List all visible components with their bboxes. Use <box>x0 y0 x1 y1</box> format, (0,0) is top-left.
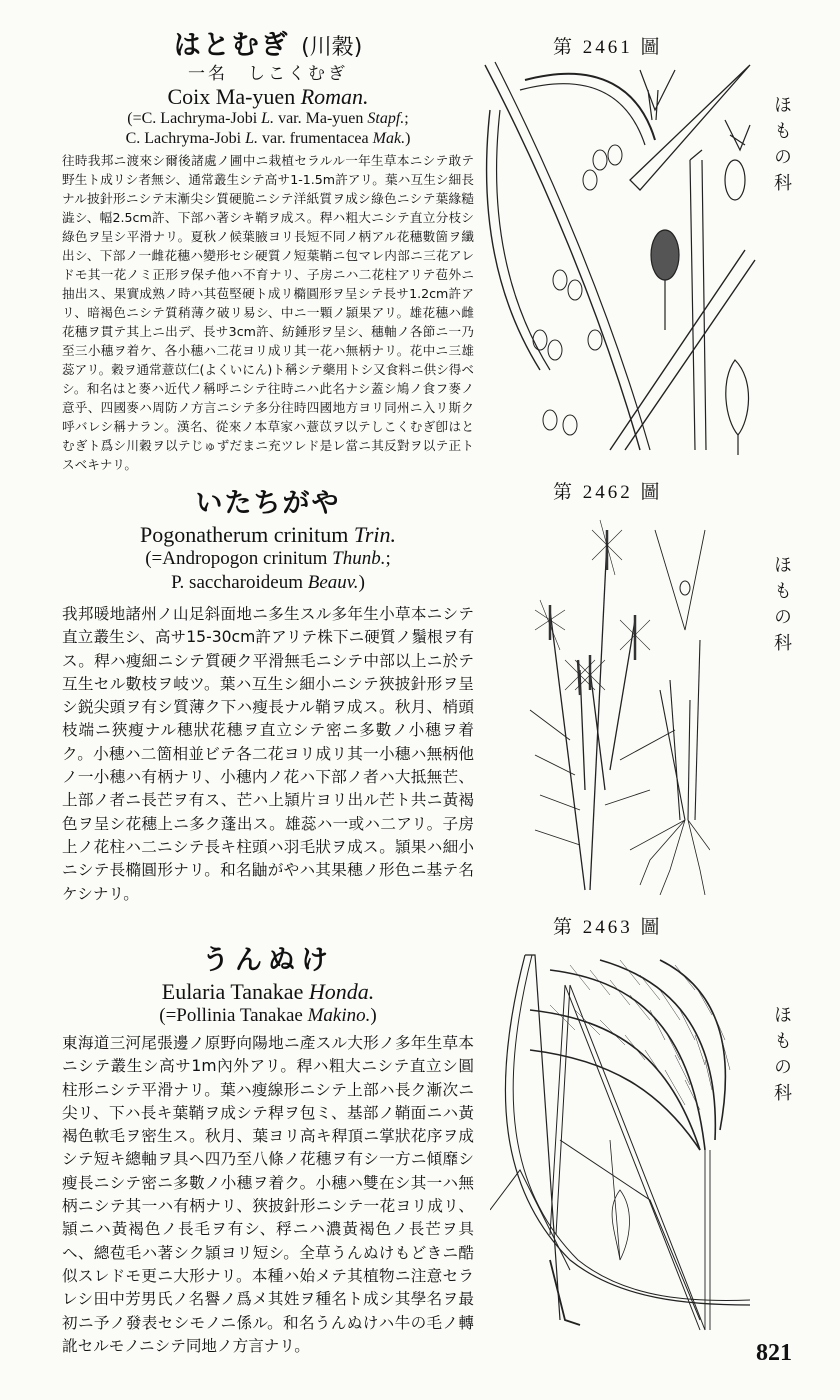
description: 東海道三河尾張邊ノ原野向陽地ニ產スル大形ノ多年生草本ニシテ叢生シ高サ1m內外アリ。稈ハ粗大ニシテ直立シ圓柱形ニシテ平滑ナリ。葉ハ瘦線形ニシテ上部ハ長ク漸次ニ尖リ、下ハ長キ葉鞘ヲ成シテ稈ヲ包ミ、基部ノ鞘面ニハ黃褐色軟毛ヲ密生ス。秋月、葉ヨリ高キ稈頂ニ掌狀花序ヲ成シテ短キ總軸ヲ具ヘ四乃至八條ノ花穗ヲ有シ一方ニ傾靡シ瘦長ニシテ密ニ多數ノ小穗ヲ着ク。小穗ハ雙在シ其一ハ無柄ニシテ其一ハ有柄ナリ、狹披針形ニシテ一花ヨリ成リ、頴ニハ黃褐色ノ長毛ヲ有シ、稃ニハ濃黃褐色ノ長芒ヲ具ヘ、總苞毛ハ著シク頴ヨリ短シ。全草うんぬけもどきニ酷似スレドモ更ニ大形ナリ。本種ハ始メテ其植物ニ注意セラレシ田中芳男氏ノ名譽ノ爲メ其姓ヲ種名ト成シ其學名ヲ最初ニ予ノ發表セシモノニ係ル。和名うんぬけハ牛の毛ノ轉訛セルモノニシテ同地ノ方言ナリ。 <box>62 1034 474 1355</box>
synonym-line-1 <box>62 109 474 129</box>
synonym-author: Beauv. <box>307 572 359 593</box>
punct: ) <box>370 1005 377 1026</box>
family-label: ほもの科 <box>771 95 792 199</box>
punct: ; <box>404 110 409 127</box>
entry-title <box>62 488 474 520</box>
synonym-line-2 <box>62 129 474 149</box>
figure-label-2462: 第 2462 圖 <box>553 482 663 503</box>
coix-plant-illustration <box>480 50 770 460</box>
description: 往時我邦ニ渡來シ爾後諸處ノ圃中ニ栽植セラルル一年生草本ニシテ敢テ野生ト成リシ者無シ、通常叢生シテ高サ1-1.5m許アリ。葉ハ互生シ細長ナル披針形ニシテ末漸尖シ質硬脆ニシテ洋紙質ヲ成シ綠色ニシテ葉緣糙澁シ、幅2.5cm許、下部ハ著シキ鞘ヲ成ス。稈ハ粗大ニシテ直立分枝シ綠色ヲ呈シ平滑ナリ。夏秋ノ候葉腋ヨリ長短不同ノ柄アル花穗數箇ヲ纖出シ、下部ノ一雌花穗ハ變形セシ硬質ノ短葉鞘ニ包マレ内部ニ三花アレドモ其一花ノミ正形ヲ保チ他ハ不育ナリ、子房ニハ二花柱アリテ苞外ニ抽出ス、果實成熟ノ時ハ其苞堅硬ト成リ橢圓形ヲ呈シテ長サ1.2cm許アリ、暗褐色ニシテ質稍薄ク破リ易シ、中ニ一顆ノ頴果アリ。雄花穗ハ雌花穗ヲ貫テ其上ニ出デ、長サ3cm許、紡錘形ヲ呈シ、穗軸ノ各節ニ一乃至三小穗ヲ着ケ、各小穗ハ二花ヨリ成リ其一花ハ無柄ナリ。花中ニ三雄蕊アリ。穀ヲ通常薏苡仁(よくいにん)ト稱シテ藥用トシ又食料ニ供シ得ベシ。和名はと麥ハ近代ノ稱呼ニシテ往時ニハ此名ナシ蓋シ鳩ノ食フ麥ノ意乎、四國麥ハ周防ノ方言ニシテ多分往時四國地方ヨリ同州ニ入リ斯ク呼バレシ稱ナラン。漢名、從來ノ本草家ハ薏苡ヲ以テしこくむぎ卽はとむぎト爲シ川穀ヲ以テじゅずだまニ充ツレド是レ當ニ其反對ヲ以テ正トスベキナリ。 <box>62 153 474 472</box>
alternate-name: 一名 しこくむぎ <box>188 64 348 84</box>
genus-species: Eularia Tanakae <box>161 979 304 1004</box>
entry-hatomugi <box>62 30 474 474</box>
synonym-name: (=C. Lachryma-Jobi <box>127 110 258 127</box>
synonym-name: C. Lachryma-Jobi <box>125 130 242 147</box>
scientific-name <box>62 522 474 547</box>
japanese-name: いたちがや <box>195 488 341 519</box>
scientific-name <box>62 979 474 1004</box>
eularia-plant-illustration <box>490 940 770 1340</box>
synonym-author: Stapf. <box>367 110 405 127</box>
author: Roman. <box>300 84 369 109</box>
synonym-variety: var. Ma-yuen <box>278 110 364 127</box>
synonym-author-l: L. <box>245 130 259 147</box>
synonym-line-2 <box>62 571 474 595</box>
figure-label-2463: 第 2463 圖 <box>553 917 663 938</box>
punct: ) <box>358 572 365 593</box>
synonym-author-l: L. <box>261 110 275 127</box>
synonym-name: (=Pollinia Tanakae <box>159 1005 303 1026</box>
synonym-variety: var. frumentacea <box>262 130 369 147</box>
author: Honda. <box>308 979 375 1004</box>
synonym-line-1 <box>62 547 474 571</box>
author: Trin. <box>353 522 397 547</box>
scientific-name <box>62 84 474 109</box>
japanese-name: うんぬけ <box>202 945 334 976</box>
pogonatherum-plant-illustration <box>510 510 710 895</box>
family-label: ほもの科 <box>771 1005 792 1109</box>
synonym-name: (=Andropogon crinitum <box>145 548 328 569</box>
entry-unnuke <box>62 945 474 1358</box>
family-label: ほもの科 <box>771 555 792 659</box>
synonym-author: Mak. <box>372 130 406 147</box>
japanese-name: はとむぎ <box>173 30 290 61</box>
synonym-author: Makino. <box>307 1005 371 1026</box>
description: 我邦暖地諸州ノ山足斜面地ニ多生スル多年生小草本ニシテ直立叢生シ、高サ15-30cm許アリテ株下ニ硬質ノ鬚根ヲ有ス。稈ハ瘦細ニシテ質硬ク平滑無毛ニシテ中部以上ニ於テ互生セル數枝ヲ岐ツ。葉ハ互生シ細小ニシテ狹披針形ヲ呈シ鋭尖頭ヲ有シ質薄ク下ハ瘦長ナル鞘ヲ成ス。秋月、梢頭枝端ニ狹瘦ナル穗狀花穗ヲ直立シテ密ニ多數ノ小穗ヲ着ク。小穗ハ二箇相並ビテ各二花ヨリ成リ其一小穗ハ無柄他ノ一小穗ハ有柄ナリ、小穗内ノ花ハ下部ノ者ハ大抵無芒、上部ノ者ニ長芒ヲ有ス、芒ハ上頴片ヨリ出ル芒ト共ニ黃褐色ヲ呈シ花穗上ニ多ク蓬出ス。雄蕊ハ一或ハ二アリ。子房上ノ花柱ハ二ニシテ長キ柱頭ハ羽毛狀ヲ成ス。頴果ハ細小ニシテ長橢圓形ナリ。和名鼬がやハ其果穗ノ形色ニ基テ名ケシナリ。 <box>62 605 474 903</box>
synonym-author: Thunb. <box>332 548 386 569</box>
kanji-name: (川穀) <box>301 35 363 60</box>
punct: ) <box>405 130 411 147</box>
genus-species: Pogonatherum crinitum <box>139 522 349 547</box>
synonym-line-1 <box>62 1004 474 1028</box>
genus-species: Coix Ma-yuen <box>167 84 296 109</box>
entry-title <box>62 945 474 977</box>
entry-itachigaya <box>62 488 474 906</box>
figure-label-2461: 第 2461 圖 <box>553 37 663 58</box>
punct: ; <box>385 548 391 569</box>
synonym-name: P. saccharoideum <box>171 572 303 593</box>
page-number: 821 <box>756 1340 792 1366</box>
entry-title <box>62 30 474 64</box>
